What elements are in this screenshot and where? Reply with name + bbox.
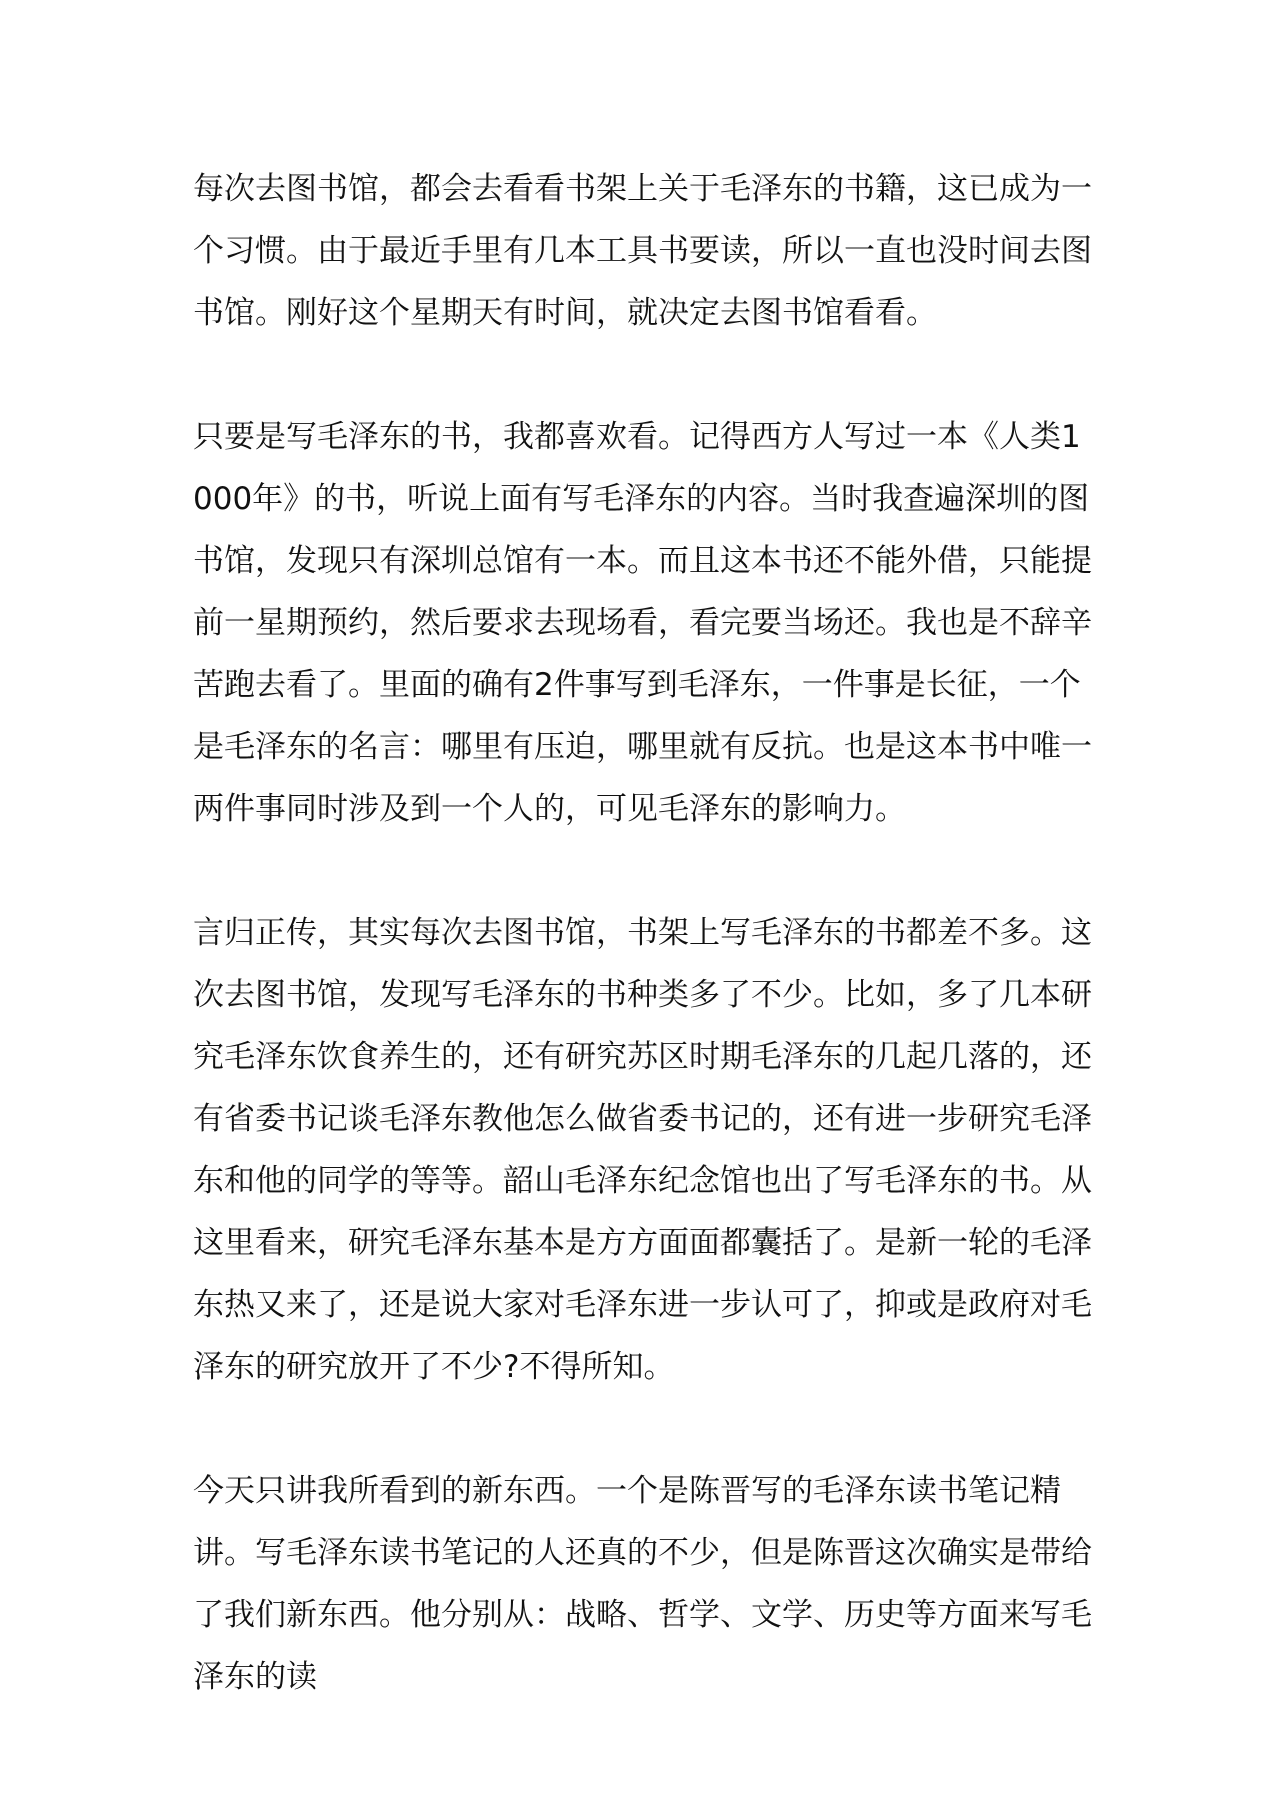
paragraph-2: 只要是写毛泽东的书，我都喜欢看。记得西方人写过一本《人类1000年》的书，听说上面有写毛泽东的内容。当时我查遍深圳的图书馆，发现只有深圳总馆有一本。而且这本书还不能外借，只能提前一星期预约，然后要求去现场看，看完要当场还。我也是不辞辛苦跑去看了。里面的确有2件事写到毛泽东，一件事是长征，一个是毛泽东的名言：哪里有压迫，哪里就有反抗。也是这本书中唯一两件事同时涉及到一个人的，可见毛泽东的影响力。	[193, 419, 1092, 827]
document-body	[193, 158, 1098, 1708]
paragraph-3: 言归正传，其实每次去图书馆，书架上写毛泽东的书都差不多。这次去图书馆，发现写毛泽东的书种类多了不少。比如，多了几本研究毛泽东饮食养生的，还有研究苏区时期毛泽东的几起几落的，还有省委书记谈毛泽东教他怎么做省委书记的，还有进一步研究毛泽东和他的同学的等等。韶山毛泽东纪念馆也出了写毛泽东的书。从这里看来，研究毛泽东基本是方方面面都囊括了。是新一轮的毛泽东热又来了，还是说大家对毛泽东进一步认可了，抑或是政府对毛泽东的研究放开了不少?不得所知。	[193, 915, 1092, 1385]
paragraph-4: 今天只讲我所看到的新东西。一个是陈晋写的毛泽东读书笔记精讲。写毛泽东读书笔记的人还真的不少，但是陈晋这次确实是带给了我们新东西。他分别从：战略、哲学、文学、历史等方面来写毛泽东的读	[193, 1473, 1092, 1695]
paragraph-1: 每次去图书馆，都会去看看书架上关于毛泽东的书籍，这已成为一个习惯。由于最近手里有几本工具书要读，所以一直也没时间去图书馆。刚好这个星期天有时间，就决定去图书馆看看。	[193, 171, 1092, 331]
